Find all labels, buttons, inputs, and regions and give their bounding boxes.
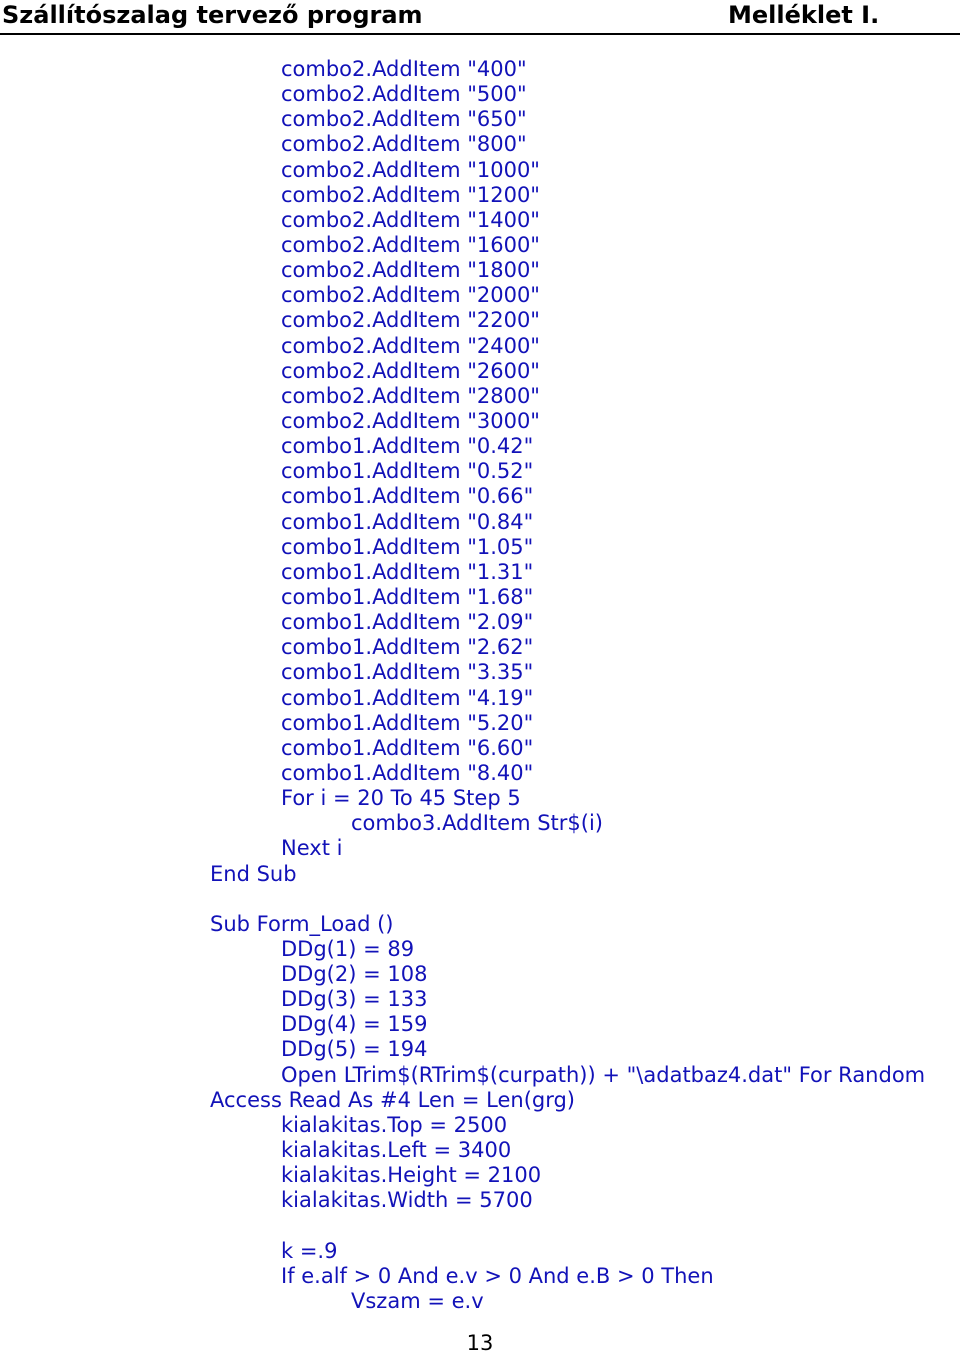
code-line: k =.9 <box>281 1238 338 1263</box>
code-line: kialakitas.Width = 5700 <box>281 1188 533 1213</box>
code-line: DDg(2) = 108 <box>281 962 428 987</box>
code-line: For i = 20 To 45 Step 5 <box>281 786 521 811</box>
code-line: combo1.AddItem "1.05" <box>281 534 534 559</box>
header-divider <box>0 33 960 35</box>
code-line: kialakitas.Left = 3400 <box>281 1138 512 1163</box>
blank-line <box>0 1213 960 1238</box>
page-header <box>0 0 960 32</box>
code-line: combo2.AddItem "2200" <box>281 308 540 333</box>
code-line: Sub Form_Load () <box>210 911 394 936</box>
code-line: combo1.AddItem "1.68" <box>281 584 534 609</box>
code-line: combo2.AddItem "2600" <box>281 358 540 383</box>
code-line: DDg(5) = 194 <box>281 1037 428 1062</box>
code-line: DDg(1) = 89 <box>281 936 415 961</box>
code-line: combo2.AddItem "2400" <box>281 333 540 358</box>
code-line: combo2.AddItem "1200" <box>281 182 540 207</box>
code-line: DDg(3) = 133 <box>281 987 428 1012</box>
code-line: combo2.AddItem "1600" <box>281 232 540 257</box>
code-line: End Sub <box>210 861 297 886</box>
code-line: combo2.AddItem "3000" <box>281 408 540 433</box>
code-line: combo1.AddItem "0.42" <box>281 434 534 459</box>
code-line: combo1.AddItem "6.60" <box>281 735 534 760</box>
page-number: 13 <box>466 1331 494 1355</box>
code-line: combo1.AddItem "5.20" <box>281 710 534 735</box>
code-line: combo3.AddItem Str$(i) <box>351 811 603 836</box>
code-line: combo1.AddItem "4.19" <box>281 685 534 710</box>
annex-label: Melléklet I. <box>728 1 880 29</box>
code-line: combo1.AddItem "8.40" <box>281 760 534 785</box>
code-line: combo1.AddItem "0.84" <box>281 509 534 534</box>
code-line: combo1.AddItem "3.35" <box>281 660 534 685</box>
code-line: combo2.AddItem "800" <box>281 132 527 157</box>
code-line: combo1.AddItem "2.09" <box>281 610 534 635</box>
document-title: Szállítószalag tervező program <box>2 1 423 29</box>
code-listing <box>0 57 960 1314</box>
code-line: kialakitas.Top = 2500 <box>281 1112 508 1137</box>
code-line: combo2.AddItem "2000" <box>281 283 540 308</box>
code-line: combo2.AddItem "500" <box>281 82 527 107</box>
code-line: DDg(4) = 159 <box>281 1012 428 1037</box>
code-line: If e.alf > 0 And e.v > 0 And e.B > 0 Then <box>281 1263 714 1288</box>
code-line: kialakitas.Height = 2100 <box>281 1163 542 1188</box>
code-line: combo2.AddItem "1000" <box>281 157 540 182</box>
code-line: combo1.AddItem "1.31" <box>281 559 534 584</box>
code-line: Vszam = e.v <box>351 1288 484 1313</box>
code-line: combo1.AddItem "2.62" <box>281 635 534 660</box>
code-line: Open LTrim$(RTrim$(curpath)) + "\adatbaz4.dat" For Random <box>281 1062 926 1087</box>
code-line: Access Read As #4 Len = Len(grg) <box>210 1087 575 1112</box>
code-line: combo2.AddItem "1800" <box>281 258 540 283</box>
code-line: combo2.AddItem "400" <box>281 57 527 81</box>
code-line: combo1.AddItem "0.66" <box>281 484 534 509</box>
code-line: combo1.AddItem "0.52" <box>281 459 534 484</box>
code-line: combo2.AddItem "1400" <box>281 207 540 232</box>
code-line: Next i <box>281 836 343 861</box>
blank-line <box>0 887 960 912</box>
code-line: combo2.AddItem "650" <box>281 107 527 132</box>
code-line: combo2.AddItem "2800" <box>281 383 540 408</box>
